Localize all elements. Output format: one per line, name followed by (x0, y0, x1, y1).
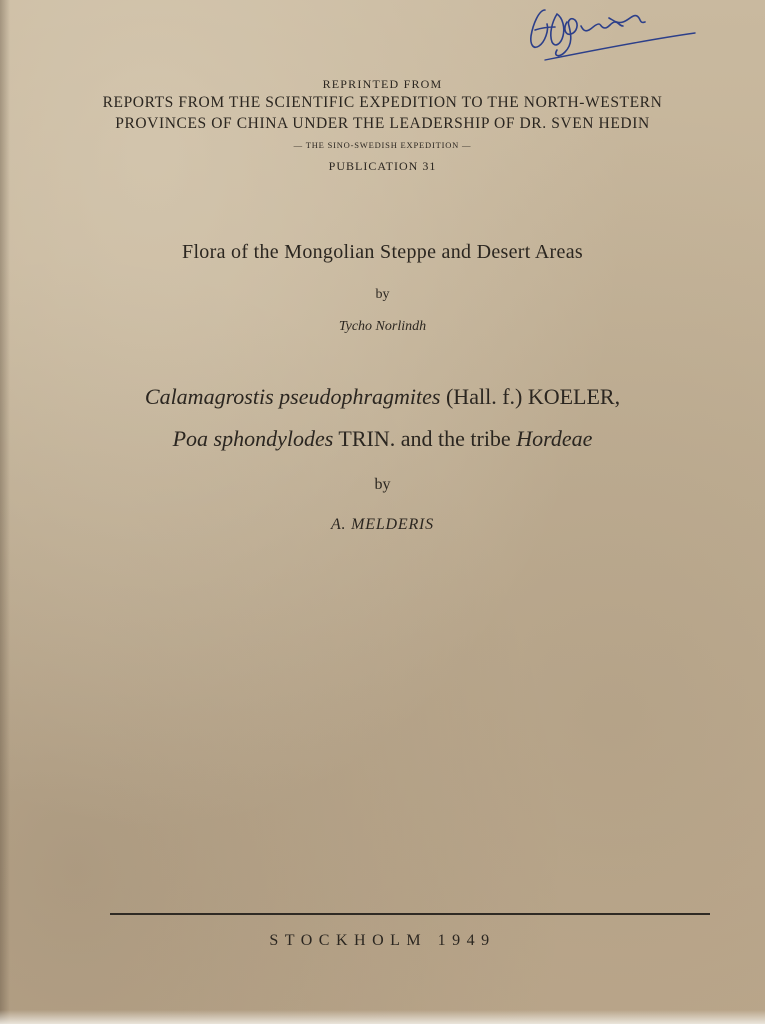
reprinted-from-label: REPRINTED FROM (322, 77, 443, 91)
work2-species-name-1: Calamagrostis pseudophragmites (144, 384, 441, 409)
place-and-year: STOCKHOLM 1949 (269, 932, 496, 949)
series-title-line-1: REPORTS FROM THE SCIENTIFIC EXPEDITION TO THE NORTH-WESTERN (102, 94, 663, 111)
work2-authority-1: (Hall. f.) KOELER, (440, 384, 621, 409)
work2-title-line-1 (0, 384, 765, 410)
work1-author: Tycho Norlindh (338, 319, 427, 334)
series-title-line-2: PROVINCES OF CHINA UNDER THE LEADERSHIP OF DR. SVEN HEDIN (115, 115, 650, 132)
work2-author: A. MELDERIS (330, 516, 434, 533)
handwritten-signature (505, 0, 705, 75)
page-edge-shadow (0, 0, 10, 1024)
work2-title-line-2 (0, 426, 765, 452)
work1-title: Flora of the Mongolian Steppe and Desert Areas (182, 241, 583, 263)
work1-by: by (375, 287, 390, 302)
page-bottom-edge (0, 1010, 765, 1024)
footer-rule (110, 913, 710, 915)
publication-number: PUBLICATION 31 (328, 159, 437, 173)
work2-authority-2: TRIN. and the tribe (333, 426, 517, 451)
work2-by: by (374, 476, 391, 493)
work2-tribe-name: Hordeae (516, 426, 593, 451)
work2-species-name-2: Poa sphondylodes (172, 426, 334, 451)
expedition-subtitle: — THE SINO-SWEDISH EXPEDITION — (293, 140, 472, 150)
